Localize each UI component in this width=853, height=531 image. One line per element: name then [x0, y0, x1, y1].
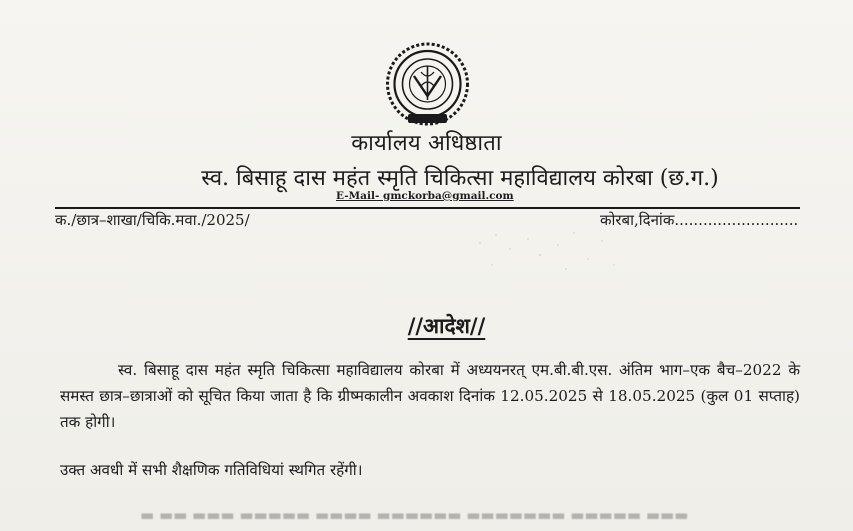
- order-paragraph-2: उक्त अवधी में सभी शैक्षणिक गतिविधियां स्थगित रहेंगी।: [60, 461, 363, 479]
- date-field: कोरबा,दिनांक..........................: [600, 211, 799, 229]
- office-title: कार्यालय अधिष्ठाता: [351, 131, 502, 156]
- order-paragraph-1: स्व. बिसाहू दास महंत स्मृति चिकित्सा महाविद्यालय कोरबा में अध्ययनरत् एम.बी.बी.एस. अंतिम भाग–एक बैच–2022 के समस्त छात्र–छात्राओं को सूचित किया जाता है कि ग्रीष्मकालीन अवकाश दिनांक 12.05.2025 से 18.05.2025 (कुल 01 सप्ताह) तक होगी।: [60, 361, 800, 431]
- order-heading: //आदेश//: [407, 313, 486, 338]
- faded-text-line: ▬ ▬▬ ▬▬▬ ▬▬▬▬▬ ▬▬▬▬ ▬▬▬▬▬▬ ▬▬▬▬▬▬▬ ▬▬▬▬▬ ▬▬▬: [140, 506, 689, 524]
- header-divider: [55, 207, 800, 209]
- college-seal-icon: [380, 40, 475, 130]
- email-address: E-Mail- gmckorba@gmail.com: [336, 190, 514, 202]
- college-name: स्व. बिसाहू दास महंत स्मृति चिकित्सा महाविद्यालय कोरबा (छ.ग.): [201, 166, 719, 191]
- reference-number: क./छात्र–शाखा/चिकि.मवा./2025/: [55, 211, 250, 229]
- scan-noise: [470, 225, 620, 275]
